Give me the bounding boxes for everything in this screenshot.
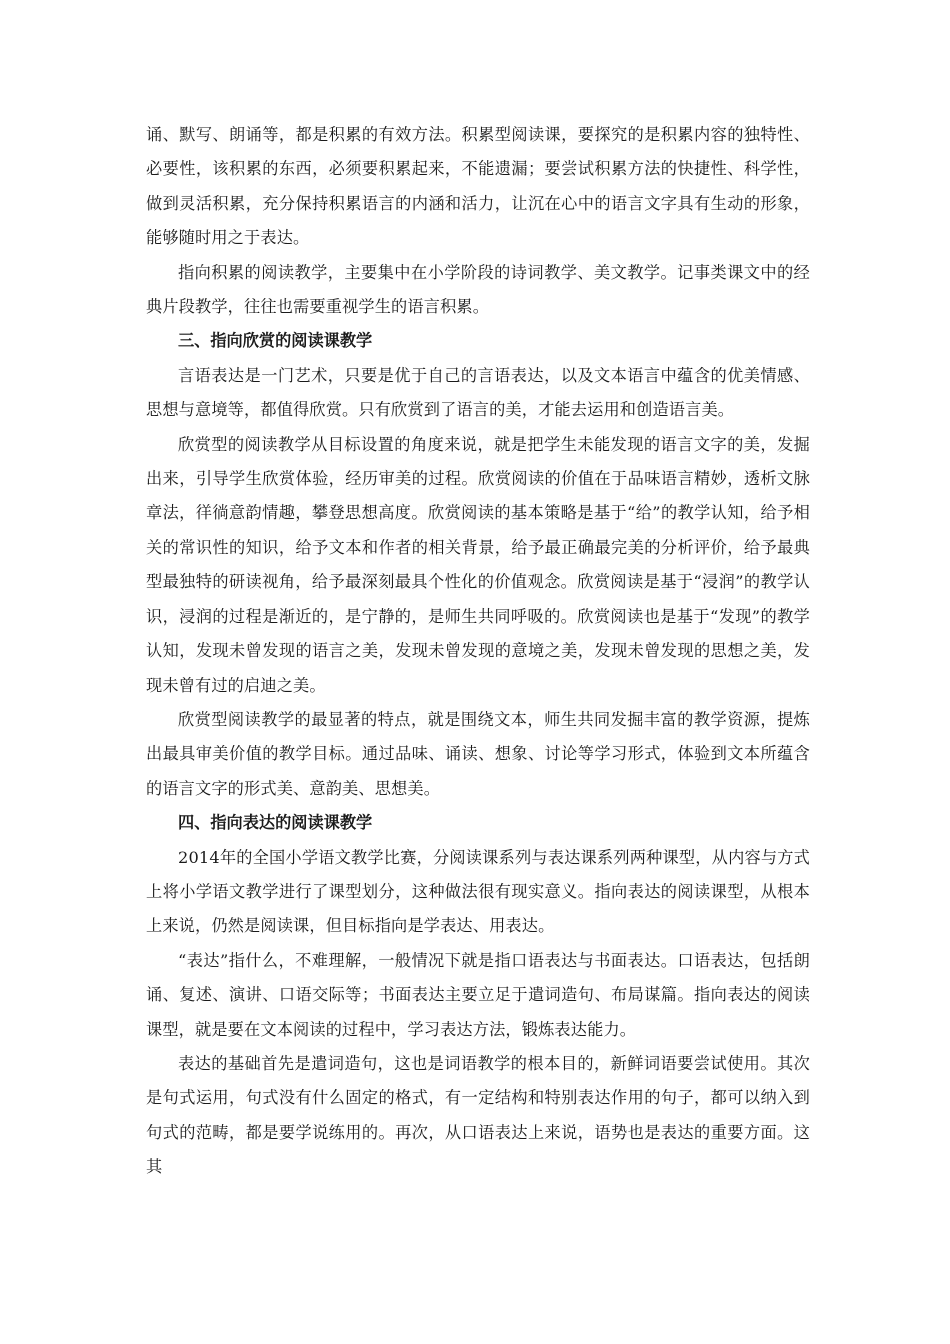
paragraph-9: “表达”指什么，不难理解，一般情况下就是指口语表达与书面表达。口语表达，包括朗诵、复述、演讲、口语交际等；书面表达主要立足于遣词造句、布局谋篇。指向表达的阅读课型，就是要在文本阅读的过程中，学习表达方法，锻炼表达能力。: [146, 950, 810, 1039]
section-heading-3: 三、指向欣赏的阅读课教学: [178, 331, 373, 351]
paragraph-2: 指向积累的阅读教学，主要集中在小学阶段的诗词教学、美文教学。记事类课文中的经典片段教学，往往也需要重视学生的语言积累。: [146, 262, 810, 317]
paragraph-10: 表达的基础首先是遣词造句，这也是词语教学的根本目的，新鲜词语要尝试使用。其次是句式运用，句式没有什么固定的格式，有一定结构和特别表达作用的句子，都可以纳入到句式的范畴，都是要学说练用的。再次，从口语表达上来说，语势也是表达的重要方面。这其: [146, 1053, 810, 1177]
paragraph-8: 2014年的全国小学语文教学比赛，分阅读课系列与表达课系列两种课型，从内容与方式上将小学语文教学进行了课型划分，这种做法很有现实意义。指向表达的阅读课型，从根本上来说，仍然是阅读课，但目标指向是学表达、用表达。: [146, 847, 810, 936]
document-page: [146, 118, 810, 1185]
paragraph-6: 欣赏型阅读教学的最显著的特点，就是围绕文本，师生共同发掘丰富的教学资源，提炼出最具审美价值的教学目标。通过品味、诵读、想象、讨论等学习形式，体验到文本所蕴含的语言文字的形式美、意韵美、思想美。: [146, 709, 810, 798]
paragraph-4: 言语表达是一门艺术，只要是优于自己的言语表达，以及文本语言中蕴含的优美情感、思想与意境等，都值得欣赏。只有欣赏到了语言的美，才能去运用和创造语言美。: [146, 365, 810, 420]
section-heading-4: 四、指向表达的阅读课教学: [178, 813, 373, 833]
paragraph-5: 欣赏型的阅读教学从目标设置的角度来说，就是把学生未能发现的语言文字的美，发掘出来，引导学生欣赏体验，经历审美的过程。欣赏阅读的价值在于品味语言精妙，透析文脉章法，徉徜意韵情趣，攀登思想高度。欣赏阅读的基本策略是基于“给”的教学认知，给予相关的常识性的知识，给予文本和作者的相关背景，给予最正确最完美的分析评价，给予最典型最独特的研读视角，给予最深刻最具个性化的价值观念。欣赏阅读是基于“浸润”的教学认识，浸润的过程是渐近的，是宁静的，是师生共同呼吸的。欣赏阅读也是基于“发现”的教学认知，发现未曾发现的语言之美，发现未曾发现的意境之美，发现未曾发现的思想之美，发现未曾有过的启迪之美。: [146, 434, 810, 695]
paragraph-1: 诵、默写、朗诵等，都是积累的有效方法。积累型阅读课，要探究的是积累内容的独特性、必要性，该积累的东西，必须要积累起来，不能遗漏；要尝试积累方法的快捷性、科学性，做到灵活积累，充分保持积累语言的内涵和活力，让沉在心中的语言文字具有生动的形象，能够随时用之于表达。: [146, 125, 810, 248]
